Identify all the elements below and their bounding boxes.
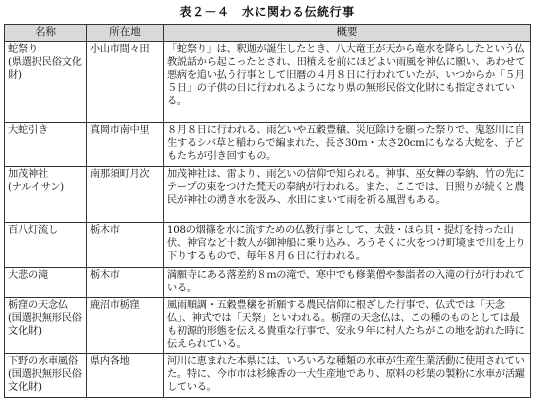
- event-name-cell: [5, 354, 87, 398]
- event-name-cell: [5, 223, 87, 268]
- event-name-cell: [5, 298, 87, 354]
- event-summary: 「蛇祭り」は、釈迦が誕生したとき、八大竜王が天から竜水を降らしたという仏教説話から起こったとされ、田植えを前にほどよい雨風を神仏に願い、あわせて悪病を追い払う行事として旧暦の４月８日に行われていたが、いつからか「５月５日」の子供の日に行われるようになり県の無形民俗文化財にも指定されている。: [164, 42, 531, 123]
- event-summary: 満願寺にある落差約８ｍの滝で、寒中でも修業僧や参詣者の入滝の行が行われている。: [164, 268, 531, 298]
- event-name-cell: [5, 42, 87, 123]
- header-name: 名称: [5, 25, 87, 42]
- event-designation: (ナルイサン): [8, 182, 64, 193]
- table-row: [5, 354, 531, 398]
- table-row: [5, 123, 531, 167]
- event-name: 蛇祭り: [8, 44, 38, 55]
- table-header-row: [5, 25, 531, 42]
- event-name: 大蛇引き: [8, 125, 48, 136]
- event-name-cell: [5, 167, 87, 223]
- table-row: [5, 42, 531, 123]
- table-row: [5, 268, 531, 298]
- event-designation: (国選択無形民俗文化財): [8, 313, 82, 337]
- page-title: 表２－４ 水に関わる伝統行事: [179, 5, 355, 19]
- event-summary: 加茂神社は、雷より、雨乞いの信仰で知られる。神事、巫女舞の奉納、竹の先にテープの束をつけた梵天の奉納が行われる。また、ここでは、日照りが続くと農民が神社の湧き水を汲み、水田にまいて雨を祈る風習もある。: [164, 167, 531, 223]
- table-row: [5, 223, 531, 268]
- event-summary: 河川に恵まれた本県には、いろいろな種類の水車が生産生業活動に使用されていた。特に、今市市は杉線香の一大生産地であり、原料の杉葉の製粉に水車が活躍している。: [164, 354, 531, 398]
- event-location: 真岡市南中里: [87, 123, 164, 167]
- table-row: [5, 298, 531, 354]
- event-location: 県内各地: [87, 354, 164, 398]
- event-name-cell: [5, 268, 87, 298]
- event-name-cell: [5, 123, 87, 167]
- event-summary: 108の烟篠を水に流すための仏教行事として、太鼓・ほら貝・提灯を持った山伏、神官など十数人が御神船に乗り込み、ろうそくに火をつけ町境まで川を上り下りするもので、毎年８月６日に行われる。: [164, 223, 531, 268]
- event-location: 鹿沼市栃窪: [87, 298, 164, 354]
- header-summary: 概要: [164, 25, 531, 42]
- table-row: [5, 167, 531, 223]
- event-name: 下野の水車風俗: [8, 356, 78, 367]
- event-name: 百八灯流し: [8, 225, 58, 236]
- event-summary: ８月８日に行われる、雨乞いや五穀豊穣、災厄除けを願った祭りで、鬼怒川に自生するシバ草と稲わらで編まれた、長さ30ｍ・太さ20cmにもなる大蛇を、子どもたちが引き回すもの。: [164, 123, 531, 167]
- event-name: 大悲の滝: [8, 270, 48, 281]
- event-name: 加茂神社: [8, 169, 48, 180]
- event-name: 栃窪の天念仏: [8, 300, 68, 311]
- event-designation: (国選択無形民俗文化財): [8, 369, 82, 393]
- event-location: 栃木市: [87, 223, 164, 268]
- event-designation: (県選択民俗文化財): [8, 57, 82, 81]
- traditions-table: [4, 24, 531, 398]
- event-location: 南那須町月次: [87, 167, 164, 223]
- event-location: 小山市間々田: [87, 42, 164, 123]
- event-location: 栃木市: [87, 268, 164, 298]
- event-summary: 風雨順調・五穀豊穣を祈願する農民信仰に根ざした行事で、仏式では「天念仏」、神式では「天祭」といわれる。栃窪の天念仏は、この種のものとしては最も初源的形態を伝える貴重な行事で、安永９年に村人たちがこの地を訪れた時に伝えられている。: [164, 298, 531, 354]
- header-location: 所在地: [87, 25, 164, 42]
